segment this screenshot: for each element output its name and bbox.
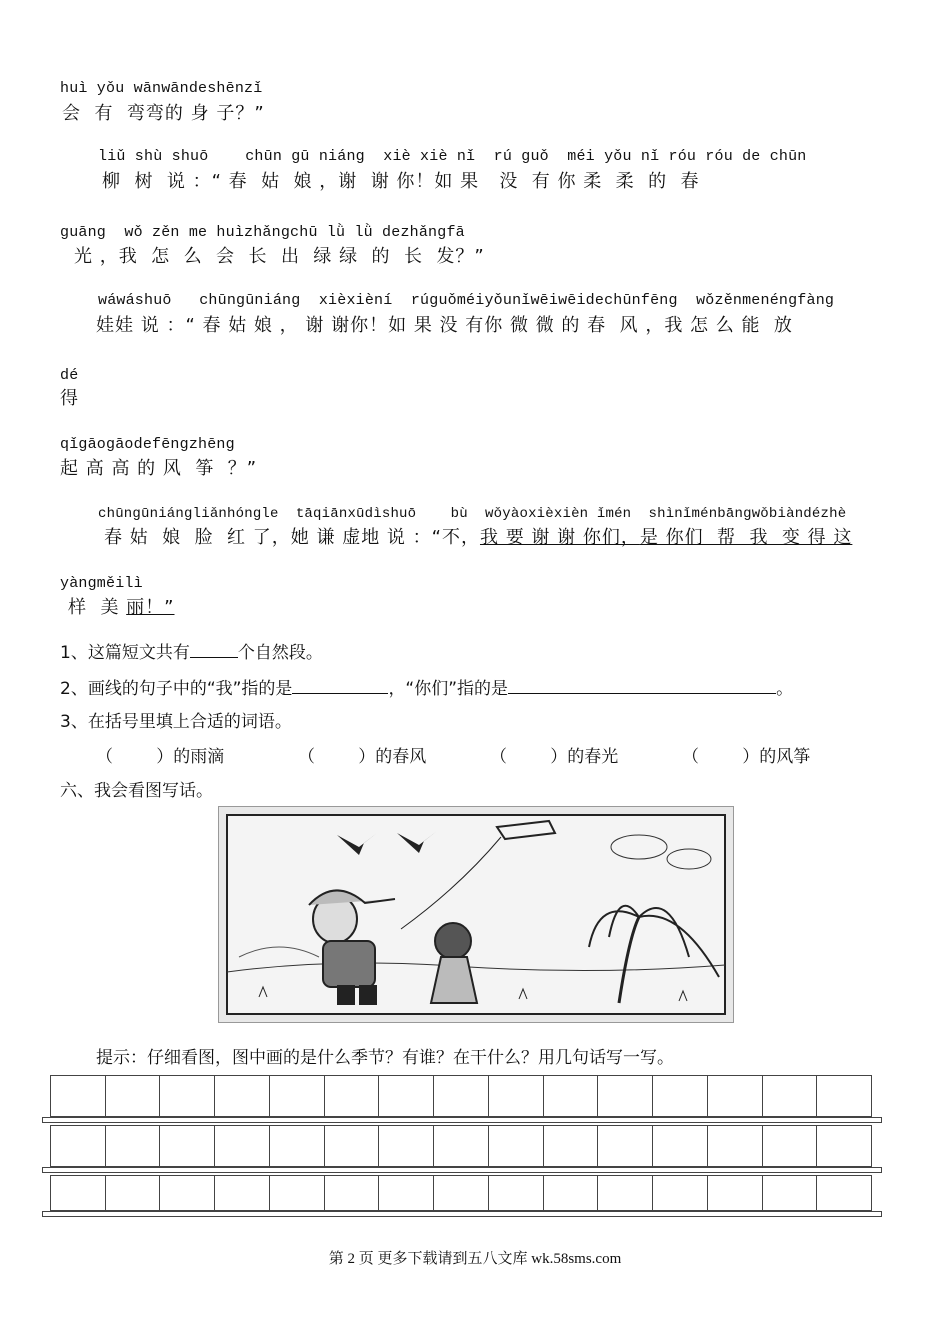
- pinyin-line-4: wáwáshuō chūngūniáng xièxièní rúguǒméiyǒunǐwēiwēidechūnfēng wǒzěnmenéngfàng: [98, 292, 835, 309]
- pinyin-line-7: chūngūniángliǎnhóngle tāqiānxūdìshuō bù wǒyàoxièxièn ǐmén shìnǐménbāngwǒbiàndézhè: [98, 506, 847, 522]
- answer-blank-2a[interactable]: [292, 677, 388, 694]
- fill-item-4[interactable]: （ ）的风筝: [682, 747, 811, 767]
- underlined-sentence-2: 是 你们 帮 我 变 得 这: [639, 527, 853, 548]
- pinyin-line-6: qǐgāogāodefēngzhēng: [60, 436, 235, 453]
- grid-spacer: [42, 1117, 882, 1123]
- page-footer: 第 2 页 更多下载请到五八文库 wk.58sms.com: [328, 1251, 622, 1267]
- text-line-7: [104, 523, 852, 549]
- text-line-6: 起 高 高 的 风 筝 ？”: [60, 458, 258, 479]
- fill-item-2[interactable]: （ ）的春风: [298, 747, 427, 767]
- answer-blank-2b[interactable]: [508, 677, 776, 694]
- answer-blank-1[interactable]: [190, 641, 238, 658]
- question-2-end: 。: [776, 679, 794, 699]
- fill-item-1[interactable]: （ ）的雨滴: [96, 747, 225, 767]
- text-segment: 春 姑 娘 脸 红 了，她 谦 虚地 说 ：“不，: [104, 527, 480, 548]
- pinyin-line-1: huì yǒu wānwāndeshēnzǐ: [60, 80, 263, 97]
- text-line-3: 光 ，我 怎 么 会 长 出 绿 绿 的 长 发？”: [74, 246, 485, 267]
- question-1-text: 1、这篇短文共有: [60, 643, 190, 663]
- grid-spacer: [42, 1211, 882, 1217]
- question-2-mid: ，“你们”指的是: [388, 679, 509, 699]
- underlined-sentence-1: 我 要 谢 谢 你们，: [479, 527, 640, 548]
- text-line-5: 得: [60, 388, 79, 409]
- section-6-title: 六、我会看图写话。: [60, 781, 213, 801]
- question-1-suffix: 个自然段。: [237, 643, 323, 663]
- text-line-2: 柳 树 说 ：“ 春 姑 娘 ，谢 谢 你！如 果 没 有 你 柔 柔 的 春: [102, 171, 700, 192]
- grid-spacer: [42, 1167, 882, 1173]
- grid-row-1[interactable]: [42, 1075, 882, 1117]
- pinyin-line-5: dé: [60, 367, 79, 384]
- illustration-drawing: [219, 807, 733, 1022]
- text-line-1: 会 有 弯弯的 身 子？”: [62, 103, 265, 124]
- kite-flying-illustration: [218, 806, 734, 1023]
- underlined-ending: 丽！”: [126, 597, 175, 618]
- pinyin-line-2: liǔ shù shuō chūn gū niáng xiè xiè nǐ rú guǒ méi yǒu nǐ róu róu de chūn: [98, 148, 807, 165]
- pinyin-line-3: guāng wǒ zěn me huìzhǎngchū lǜ lǜ dezhǎngfā: [60, 224, 465, 241]
- question-2-text: 2、画线的句子中的“我”指的是: [60, 679, 293, 699]
- pinyin-line-8: yàngměilì: [60, 575, 143, 592]
- grid-row-2[interactable]: [42, 1125, 882, 1167]
- question-1: [60, 638, 323, 663]
- text-line-4: 娃娃 说 ：“ 春 姑 娘 ， 谢 谢你！如 果 没 有你 微 微 的 春 风 ，我 怎 么 能 放: [96, 315, 793, 336]
- grid-row-3[interactable]: [42, 1175, 882, 1211]
- fill-item-3[interactable]: （ ）的春光: [490, 747, 619, 767]
- question-3: 3、在括号里填上合适的词语。: [60, 712, 292, 732]
- text-segment: 样 美: [68, 597, 127, 618]
- writing-hint: 提示：仔细看图，图中画的是什么季节？有谁？在干什么？用几句话写一写。: [96, 1048, 674, 1068]
- question-2: [60, 674, 793, 699]
- text-line-8: [68, 593, 175, 619]
